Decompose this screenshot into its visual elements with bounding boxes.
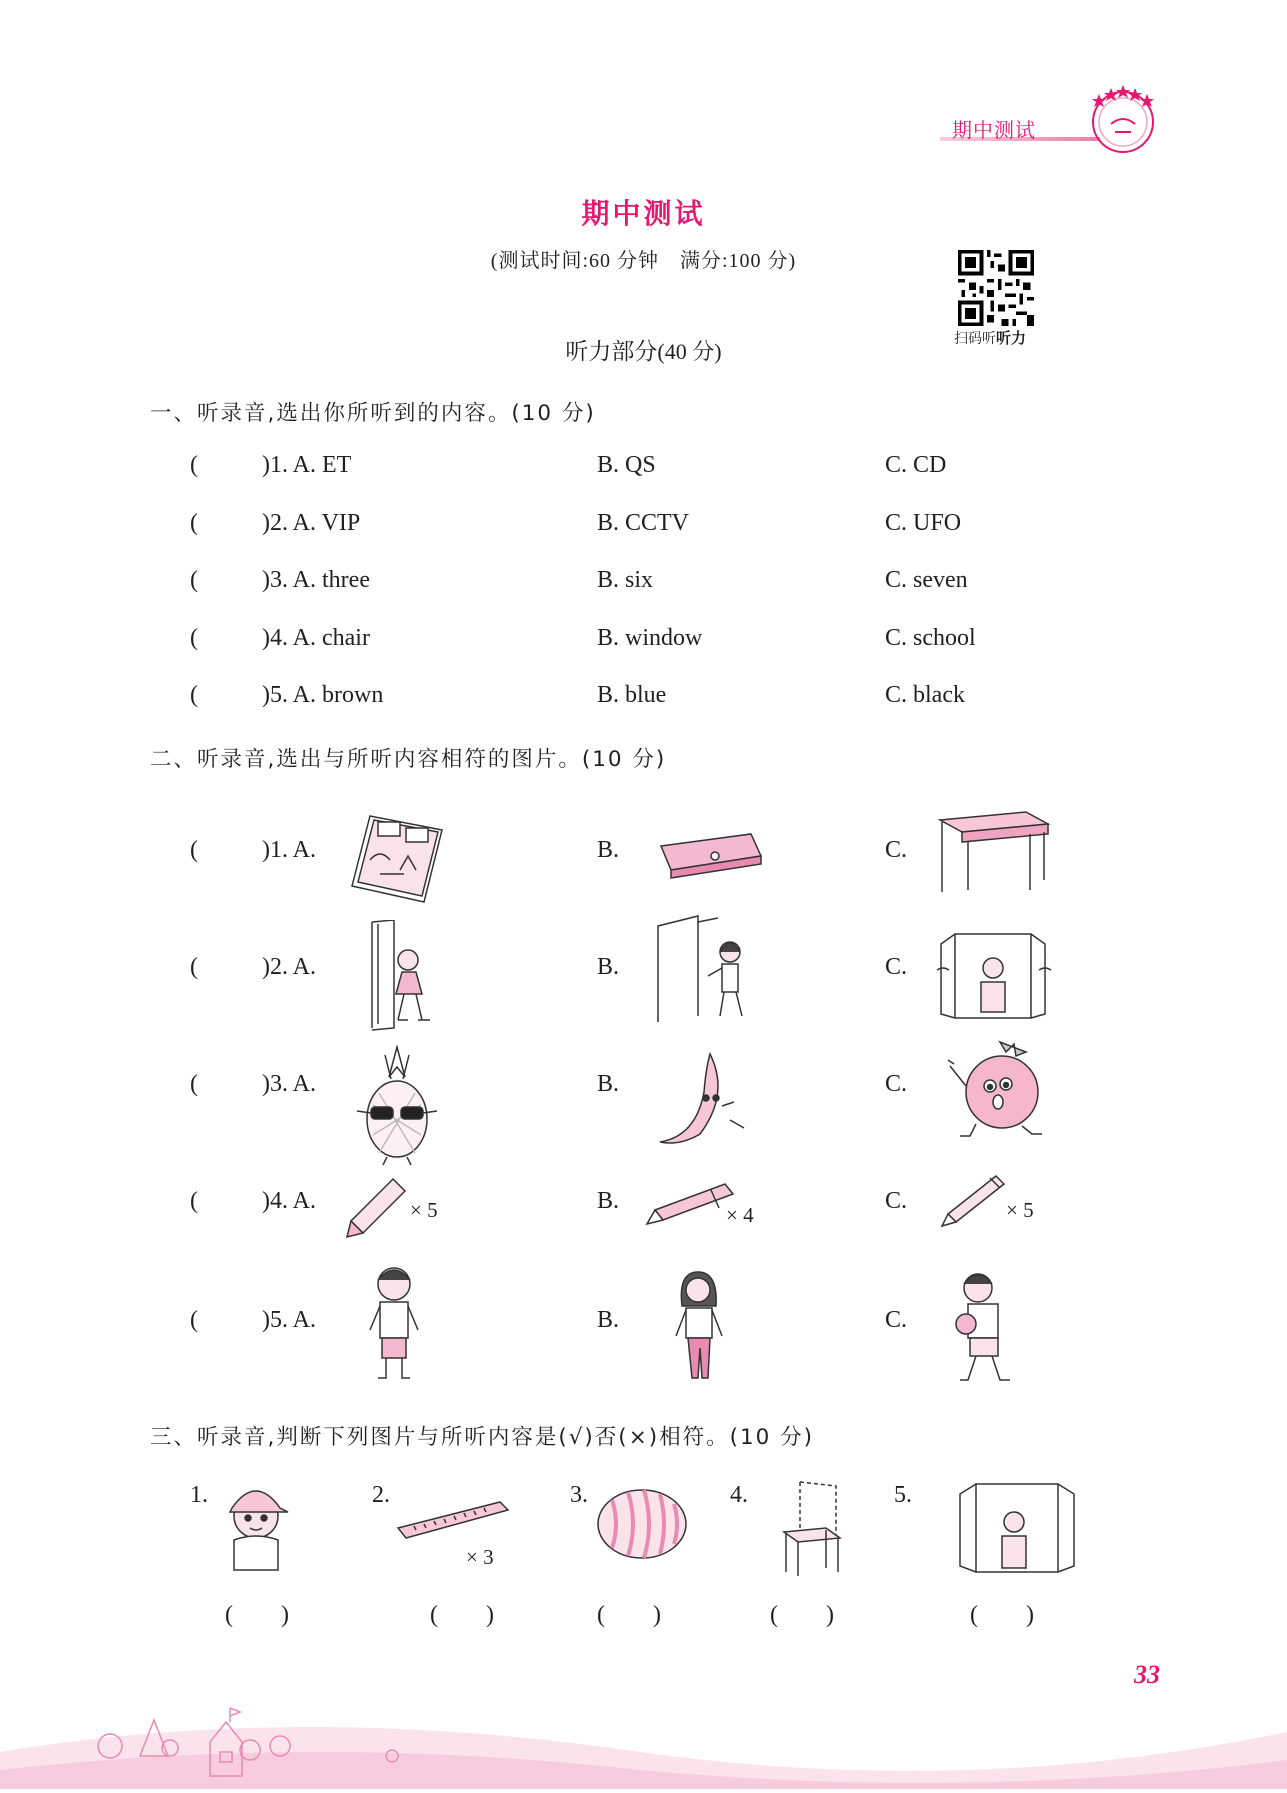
ruler-icon[interactable]	[396, 1500, 510, 1542]
qr-code-icon[interactable]	[958, 250, 1034, 326]
option-a: )3. A. three	[262, 567, 370, 593]
option-c-label: C.	[885, 954, 908, 980]
section1-title: 一、听录音,选出你所听到的内容。(10 分)	[150, 401, 596, 426]
answer-paren[interactable]: (	[190, 682, 198, 708]
part-name: 听力部分	[565, 339, 658, 365]
option-b-label: B.	[597, 1307, 620, 1333]
question-number: )1. A.	[262, 837, 316, 863]
option-a: )1. A. ET	[262, 452, 352, 478]
option-b: B. six	[597, 567, 654, 593]
answer-paren[interactable]: ( )	[770, 1602, 834, 1628]
quantity-label: × 4	[726, 1203, 754, 1227]
option-b-label: B.	[597, 1071, 620, 1097]
option-c-label: C.	[885, 837, 908, 863]
option-b: B. CCTV	[597, 510, 690, 536]
answer-paren[interactable]: ( )	[970, 1602, 1034, 1628]
item-number: 3.	[570, 1482, 588, 1508]
page-number: 33	[1134, 1660, 1160, 1689]
answer-paren[interactable]: (	[190, 625, 198, 651]
boy-cap-icon[interactable]	[222, 1478, 290, 1574]
answer-paren[interactable]: (	[190, 510, 198, 536]
test-info: (测试时间:60 分钟 满分:100 分)	[490, 250, 797, 272]
option-b: B. QS	[597, 452, 656, 478]
option-c-label: C.	[885, 1188, 908, 1214]
girl-at-window-icon[interactable]	[952, 1480, 1078, 1576]
peach-icon[interactable]	[936, 1038, 1054, 1140]
option-c: C. CD	[885, 452, 947, 478]
watermelon-icon[interactable]	[592, 1482, 690, 1562]
boy-at-door-icon[interactable]	[652, 912, 762, 1024]
chair-icon[interactable]	[778, 1478, 846, 1578]
pencil-box-icon[interactable]	[655, 820, 765, 884]
question-number: )4. A.	[262, 1188, 316, 1214]
option-b-label: B.	[597, 837, 620, 863]
pen-icon[interactable]	[940, 1172, 1010, 1228]
option-b: B. blue	[597, 682, 667, 708]
qr-label-bold: 听力	[996, 329, 1027, 347]
item-number: 5.	[894, 1482, 912, 1508]
answer-paren[interactable]: (	[190, 1188, 198, 1214]
quantity-label: × 5	[1006, 1198, 1034, 1222]
book-icon[interactable]	[350, 810, 454, 906]
answer-paren[interactable]: (	[190, 452, 198, 478]
part-points: (40 分)	[657, 339, 722, 364]
option-c: C. black	[885, 682, 965, 708]
question-number: )3. A.	[262, 1071, 316, 1097]
answer-paren[interactable]: ( )	[225, 1602, 289, 1628]
option-b-label: B.	[597, 954, 620, 980]
option-b: B. window	[597, 625, 703, 651]
option-a: )2. A. VIP	[262, 510, 361, 536]
option-c: C. seven	[885, 567, 968, 593]
option-a: )5. A. brown	[262, 682, 384, 708]
pencil-icon[interactable]	[345, 1175, 409, 1239]
question-number: )2. A.	[262, 954, 316, 980]
answer-paren[interactable]: (	[190, 1071, 198, 1097]
header-tag: 期中测试	[952, 118, 1036, 142]
item-number: 4.	[730, 1482, 748, 1508]
desk-icon[interactable]	[938, 808, 1050, 894]
boy-icon[interactable]	[362, 1262, 428, 1386]
option-c: C. school	[885, 625, 976, 651]
option-a: )4. A. chair	[262, 625, 370, 651]
answer-paren[interactable]: ( )	[430, 1602, 494, 1628]
girl-at-window-icon[interactable]	[935, 930, 1053, 1020]
quantity-label: × 3	[466, 1545, 494, 1569]
answer-paren[interactable]: (	[190, 954, 198, 980]
option-c: C. UFO	[885, 510, 962, 536]
girl-at-door-icon[interactable]	[362, 920, 444, 1034]
qr-label-prefix: 扫码听	[954, 331, 996, 347]
pineapple-icon[interactable]	[355, 1045, 439, 1167]
answer-paren[interactable]: ( )	[597, 1602, 661, 1628]
footer-decoration	[0, 1660, 1287, 1789]
logo-icon	[1085, 80, 1161, 156]
question-number: )5. A.	[262, 1307, 316, 1333]
quantity-label: × 5	[410, 1198, 438, 1222]
answer-paren[interactable]: (	[190, 837, 198, 863]
option-b-label: B.	[597, 1188, 620, 1214]
section3-title: 三、听录音,判断下列图片与所听内容是(√)否(×)相符。(10 分)	[150, 1425, 815, 1450]
part-heading	[0, 333, 1287, 366]
banana-icon[interactable]	[656, 1050, 756, 1150]
answer-paren[interactable]: (	[190, 567, 198, 593]
answer-paren[interactable]: (	[190, 1307, 198, 1333]
section2-title: 二、听录音,选出与所听内容相符的图片。(10 分)	[150, 747, 667, 772]
pen-icon[interactable]	[645, 1180, 737, 1228]
girl-icon[interactable]	[668, 1268, 730, 1386]
option-c-label: C.	[885, 1307, 908, 1333]
item-number: 2.	[372, 1482, 390, 1508]
boy-with-ball-icon[interactable]	[950, 1270, 1026, 1392]
option-c-label: C.	[885, 1071, 908, 1097]
item-number: 1.	[190, 1482, 208, 1508]
page-title: 期中测试	[581, 197, 706, 230]
